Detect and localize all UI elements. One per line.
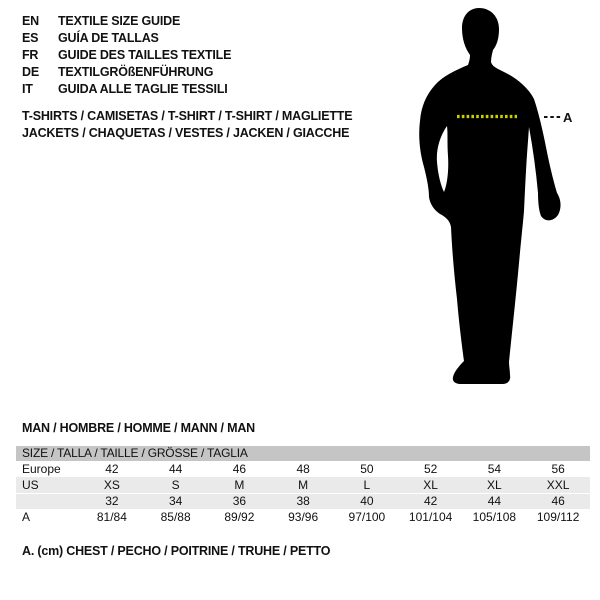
row-label: Europe (22, 462, 61, 476)
size-cell: 101/104 (408, 510, 453, 524)
size-cell: S (171, 478, 180, 492)
table-row (16, 493, 590, 509)
language-code: FR (22, 48, 39, 62)
language-row (22, 47, 231, 64)
size-cell: XL (423, 478, 438, 492)
language-row (22, 30, 231, 47)
language-label: TEXTILGRÖßENFÜHRUNG (58, 65, 214, 79)
language-code: DE (22, 65, 39, 79)
category-line: T-SHIRTS / CAMISETAS / T-SHIRT / T-SHIRT / MAGLIETTE (22, 109, 353, 123)
size-cell: 89/92 (224, 510, 255, 524)
size-cell: 56 (551, 462, 565, 476)
language-row (22, 64, 231, 81)
size-table (16, 446, 590, 525)
size-cell: 40 (360, 494, 374, 508)
size-cell: 38 (296, 494, 310, 508)
size-cell: XL (487, 478, 502, 492)
language-label: GUÍA DE TALLAS (58, 31, 159, 45)
size-cell: 36 (232, 494, 247, 508)
section-title: MAN / HOMBRE / HOMME / MANN / MAN (22, 421, 255, 435)
size-cell: 42 (105, 462, 119, 476)
category-line: JACKETS / CHAQUETAS / VESTES / JACKEN / GIACCHE (22, 126, 350, 140)
language-code: ES (22, 31, 39, 45)
row-label: US (22, 478, 39, 492)
measurement-footnote: A. (cm) CHEST / PECHO / POITRINE / TRUHE / PETTO (22, 544, 331, 558)
measure-label-a: A (563, 110, 573, 125)
size-cell: 44 (168, 462, 183, 476)
size-cell: 48 (296, 462, 310, 476)
size-cell: M (298, 478, 309, 492)
language-label: GUIDE DES TAILLES TEXTILE (58, 48, 232, 62)
size-cell: 85/88 (160, 510, 191, 524)
language-label: TEXTILE SIZE GUIDE (58, 14, 181, 28)
size-cell: 46 (232, 462, 247, 476)
size-cell: M (234, 478, 245, 492)
size-cell: 46 (551, 494, 565, 508)
language-label: GUIDA ALLE TAGLIE TESSILI (58, 82, 228, 96)
table-row (16, 509, 590, 525)
category-lines (22, 108, 352, 142)
size-table-body (16, 461, 590, 525)
language-code: EN (22, 14, 39, 28)
table-row (16, 461, 590, 477)
size-cell: 97/100 (348, 510, 386, 524)
size-cell: 34 (168, 494, 183, 508)
size-table-header: SIZE / TALLA / TAILLE / GRÖSSE / TAGLIA (16, 446, 590, 461)
size-cell: XXL (546, 478, 570, 492)
size-cell: 44 (487, 494, 502, 508)
row-label: A (22, 510, 31, 524)
table-row (16, 477, 590, 493)
man-silhouette-figure (400, 0, 600, 400)
row-label (16, 494, 80, 509)
size-cell: 105/108 (472, 510, 517, 524)
size-cell: 50 (360, 462, 374, 476)
size-cell: L (363, 478, 371, 492)
language-row (22, 81, 231, 98)
size-cell: 81/84 (96, 510, 127, 524)
size-cell: 32 (105, 494, 119, 508)
size-cell: 42 (423, 494, 438, 508)
size-cell: XS (103, 478, 120, 492)
man-silhouette (419, 8, 560, 384)
size-cell: 93/96 (288, 510, 319, 524)
size-cell: 52 (423, 462, 438, 476)
language-code: IT (22, 82, 33, 96)
language-row (22, 13, 231, 30)
language-list (22, 13, 231, 98)
size-cell: 54 (487, 462, 502, 476)
size-cell: 109/112 (536, 510, 580, 524)
